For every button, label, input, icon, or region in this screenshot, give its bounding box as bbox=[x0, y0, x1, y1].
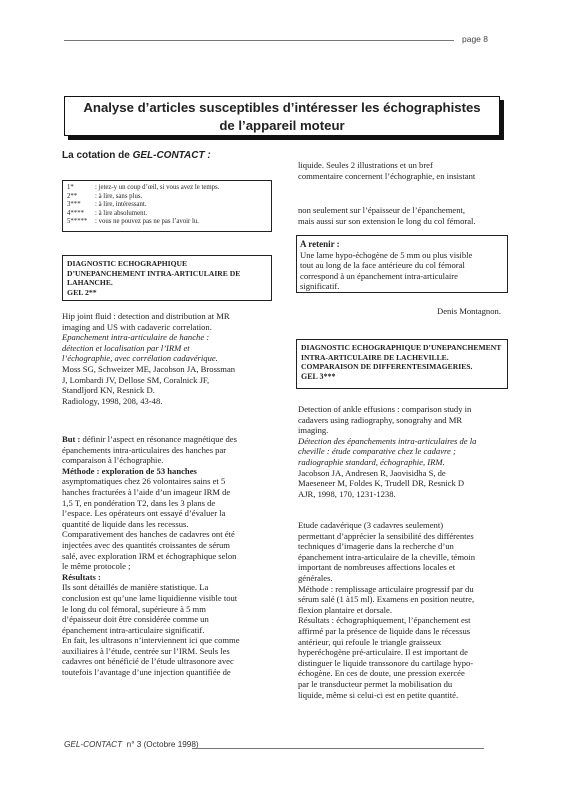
article1-body-line: quantité de liquide dans les recessus. bbox=[62, 518, 189, 529]
retenir-title: A retenir : bbox=[300, 239, 340, 249]
article1-title-line: HANCHE. bbox=[77, 278, 113, 288]
continued-line: liquide. Seules 2 illustrations et un bref bbox=[298, 160, 433, 170]
cotation-meaning: : vous ne pouvez pas ne pas l’avoir lu. bbox=[95, 218, 200, 226]
cotation-meaning: : à lire, intéressant. bbox=[95, 201, 147, 209]
article2-reference-line: Jacobson JA, Andresen R, Jaovisidha S, de bbox=[298, 467, 446, 478]
article1-body-line: le long du col fémoral, supérieure à 5 mm bbox=[62, 603, 206, 614]
footer-brand: GEL-CONTACT bbox=[64, 740, 123, 749]
article1-reference-line: imaging and US with cadaveric correlation. bbox=[62, 321, 212, 332]
article2-body-line: important de nombreuses affections locales et bbox=[298, 562, 456, 573]
section-label: But : bbox=[62, 434, 81, 444]
article2-body-line: distinguer le liquide transsonore du cartilage hypo- bbox=[298, 657, 474, 668]
cotation-meaning: : jetez-y un coup d’œil, si vous avez le temps. bbox=[95, 184, 220, 191]
article1-reference bbox=[62, 311, 272, 406]
retenir-line: Une lame hypo-échogène de 5 mm ou plus visible bbox=[300, 249, 473, 260]
article1-body-line: conclusion est qu’une lame liquidienne visible tout bbox=[62, 592, 238, 603]
article1-rating: GEL 2** bbox=[67, 287, 97, 297]
article2-reference-line: radiographie standard, échographie, IRM. bbox=[298, 456, 445, 467]
article1-reference-line: J, Lombardi JV, Dellose SM, Coralnick JF, bbox=[62, 374, 210, 385]
article2-body-line: sérum salé (1 à15 ml). Examens en position neutre, bbox=[298, 594, 475, 605]
article2-body-line: générales. bbox=[298, 572, 333, 583]
footer-rule bbox=[192, 748, 484, 749]
page-number: page 8 bbox=[462, 34, 488, 44]
article1-body-line: injectées avec des quantités croissantes de sérum bbox=[62, 539, 230, 550]
article2-body-line: liquide, même si celui-ci est en petite quantité. bbox=[298, 689, 459, 700]
continued-line: commentaire concernent l’échographie, en insistant bbox=[298, 170, 476, 181]
article1-body-line: d’épaisseur doit être considérée comme un bbox=[62, 614, 209, 625]
article1-body-line: asymptomatiques chez 26 volontaires sains et 5 bbox=[62, 476, 226, 487]
article1-body-line: cadavres ont bénéficié de l’étude ultrasonore avec bbox=[62, 656, 234, 667]
cotation-stars: 3*** bbox=[67, 201, 81, 209]
cotation-stars: 2** bbox=[67, 192, 78, 200]
retenir-line: significatif. bbox=[300, 281, 340, 292]
article2-header-box bbox=[296, 339, 508, 389]
article1-title bbox=[67, 259, 267, 288]
article2-reference-line: Détection des épanchements intra-articulaires de la bbox=[298, 435, 477, 446]
footer-label bbox=[64, 740, 199, 749]
article2-body-line: Etude cadavérique (3 cadavres seulement) bbox=[298, 520, 444, 530]
article1-reference-line: Standljord KN, Resnick D. bbox=[62, 385, 155, 396]
cotation-heading: La cotation de GEL-CONTACT : bbox=[62, 150, 211, 161]
article1-title-line: DIAGNOSTIC ECHOGRAPHIQUE D’UN bbox=[67, 259, 188, 278]
article2-title-line: EPANCHEMENT INTRA-ARTICULAIRE DE LA bbox=[301, 343, 502, 362]
article2-rating: GEL 3*** bbox=[301, 371, 336, 381]
article2-reference-line: AJR, 1998, 170, 1231-1238. bbox=[298, 488, 396, 499]
cotation-legend-item bbox=[67, 193, 267, 202]
article2-body-line: hyperéchogène pré-articulaire. Il est important de bbox=[298, 647, 468, 658]
article2-title bbox=[301, 343, 503, 372]
title-line-1: Analyse d’articles susceptibles d’intéresser les échographistes bbox=[83, 100, 481, 115]
article2-body-line: épanchement intra-articulaire de la cheville, témoin bbox=[298, 551, 476, 562]
cotation-stars: 4**** bbox=[67, 209, 84, 217]
cotation-stars: 1* bbox=[67, 184, 74, 191]
article2-body-line: Méthode : remplissage articulaire progressif par du bbox=[298, 583, 474, 594]
article2-reference-line: cadavers using radiography, sonograhy and MR bbox=[298, 414, 463, 425]
article2-body-line: flexion plantaire et dorsale. bbox=[298, 604, 393, 615]
continued-line: mais aussi sur son extension le long du col fémoral. bbox=[298, 215, 476, 226]
article1-body-line: comparaison à l’échographie. bbox=[62, 455, 164, 466]
article2-reference-line: Maeseneer M, Foldes K, Trudell DR, Resnick D bbox=[298, 478, 465, 489]
article2-body-line: échogène. En ces de doute, une pression exercée bbox=[298, 668, 465, 679]
cotation-meaning: : à lire absolument. bbox=[95, 209, 148, 217]
article1-author: Denis Montagnon. bbox=[437, 306, 501, 316]
article1-body-line: auxiliaires à l’étude, centrée sur l’IRM. Seuls les bbox=[62, 645, 230, 656]
article1-reference-line: l’échographie, avec corrélation cadavérique. bbox=[62, 353, 218, 364]
article2-body bbox=[298, 520, 508, 700]
article1-body-line: Ils sont détaillés de manière statistique. La bbox=[62, 582, 209, 593]
article2-title-line: DIAGNOSTIC ECHOGRAPHIQUE D’UN bbox=[301, 343, 442, 352]
article1-reference-line: détection et localisation par l’IRM et bbox=[62, 342, 190, 353]
article1-reference-line: Radiology, 1998, 208, 43-48. bbox=[62, 395, 163, 406]
article1-body-line: épanchements intra-articulaires des hanches par bbox=[62, 444, 227, 455]
article2-reference bbox=[298, 404, 508, 499]
page-title bbox=[64, 96, 500, 136]
article1-body bbox=[62, 434, 272, 678]
article1-body-continued bbox=[298, 160, 508, 181]
article2-reference-line: imaging. bbox=[298, 425, 329, 436]
article2-title-line: CHEVILLE. COMPARAISON DE DIFFERENTES bbox=[301, 352, 449, 372]
article1-body-line: 1,5 T, en pondération T2, dans les 3 plans de bbox=[62, 497, 216, 508]
brand-name: GEL-CONTACT : bbox=[132, 150, 211, 161]
article2-body-line: affirmé par la présence de liquide dans le récessus bbox=[298, 625, 471, 636]
article2-body-line: par le transducteur permet la mobilisation du bbox=[298, 678, 453, 689]
article1-body-line: But : définir l’aspect en résonance magnétique des bbox=[62, 434, 237, 444]
title-line-2: de l’appareil moteur bbox=[219, 118, 345, 133]
article1-header-box bbox=[62, 255, 272, 301]
cotation-legend-item bbox=[67, 184, 267, 193]
article2-body-line: Résultats : échographiquement, l’épanchement est bbox=[298, 615, 471, 626]
cotation-legend-list bbox=[67, 184, 267, 227]
article2-title-line: IMAGERIES. bbox=[426, 362, 473, 372]
article1-body-line: épanchement intra-articulaire significatif. bbox=[62, 624, 205, 635]
article1-body-line: Méthode : exploration de 53 hanches bbox=[62, 465, 197, 476]
article1-body-line: Résultats : bbox=[62, 571, 101, 582]
cotation-legend-item bbox=[67, 218, 267, 227]
cotation-meaning: : à lire, sans plus. bbox=[95, 192, 143, 200]
article1-reference-line: Moss SG, Schweizer ME, Jacobson JA, Brossman bbox=[62, 363, 236, 374]
article1-reference-line: Hip joint fluid : detection and distribution at MR bbox=[62, 311, 230, 321]
article1-body-line: salé, avec exploration IRM et échographique selon bbox=[62, 550, 237, 561]
article1-body-line: toutefois l’avantage d’une injection quantifiée de bbox=[62, 667, 231, 678]
retenir-line: tout au long de la face antérieure du col fémoral bbox=[300, 260, 465, 271]
article1-body-line: En fait, les ultrasons n’interviennent ici que comme bbox=[62, 635, 240, 646]
article1-body-line: l’espace. Les opérateurs ont essayé d’évaluer la bbox=[62, 508, 226, 519]
article2-reference-line: Detection of ankle effusions : comparison study in bbox=[298, 404, 472, 414]
article2-body-line: antérieur, qui refoule le triangle graisseux bbox=[298, 636, 442, 647]
retenir-box bbox=[296, 235, 508, 293]
continued-line: non seulement sur l’épaisseur de l’épanchement, bbox=[298, 205, 466, 215]
cotation-legend-item bbox=[67, 201, 267, 210]
header-rule bbox=[64, 40, 454, 41]
retenir-line: correspond à un épanchement intra-articulaire bbox=[300, 270, 458, 281]
cotation-legend-item bbox=[67, 210, 267, 219]
footer-issue: n° 3 (Octobre 1998) bbox=[126, 740, 199, 749]
article1-body-continued-2 bbox=[298, 205, 508, 226]
article2-reference-line: cheville : étude comparative chez le cadavre ; bbox=[298, 446, 456, 457]
cotation-legend-box bbox=[62, 180, 272, 232]
article1-body-line: hanches fracturées à l’aide d’un imageur IRM de bbox=[62, 486, 231, 497]
article1-body-line: Comparativement des hanches de cadavres ont été bbox=[62, 529, 235, 540]
article1-body-line: le même protocole ; bbox=[62, 561, 131, 572]
article1-title-line: EPANCHEMENT INTRA-ARTICULAIRE DE LA bbox=[67, 268, 241, 288]
retenir-text bbox=[300, 250, 506, 292]
article2-body-line: permettant d’apprécier la sensibilité des différentes bbox=[298, 530, 474, 541]
article2-body-line: techniques d’imagerie dans la recherche d’un bbox=[298, 541, 454, 552]
article1-reference-line: Epanchement intra-articulaire de hanche : bbox=[62, 332, 210, 343]
cotation-stars: 5***** bbox=[67, 218, 88, 226]
